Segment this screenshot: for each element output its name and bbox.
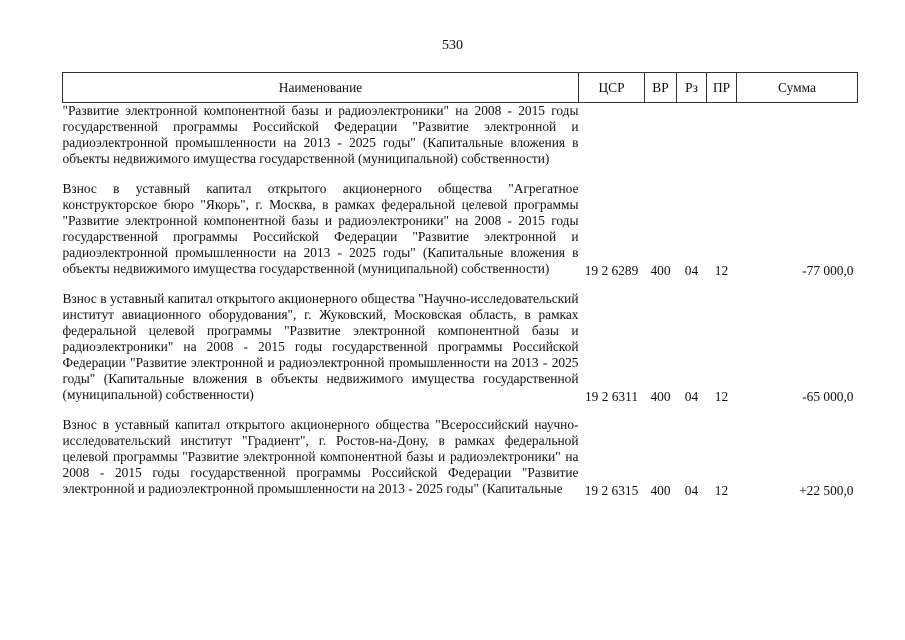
row-spacer bbox=[63, 405, 858, 417]
row-rz bbox=[677, 103, 707, 170]
row-name: "Развитие электронной компонентной базы и радиоэлектроники" на 2008 - 2015 годы государственной программы Российской Федерации "Развитие электронной и радиоэлектронной промышленности на 2013 - 2025 годы" (Капитальные вложения в объекты недвижимого имущества государственной (муниципальной) собственности) bbox=[62, 103, 579, 166]
row-sum: +22 500,0 bbox=[799, 483, 854, 498]
row-csr bbox=[579, 103, 645, 170]
row-rz: 04 bbox=[684, 263, 699, 278]
row-spacer bbox=[63, 169, 858, 181]
row-vr: 400 bbox=[650, 263, 671, 278]
row-name: Взнос в уставный капитал открытого акционерного общества "Научно-исследовательский институт авиационного оборудования", г. Жуковский, Московская область, в рамках федеральной целевой программы "Развитие электронной компонентной базы и радиоэлектроники" на 2008 - 2015 годы государственной программы Российской Федерации "Развитие электронной и радиоэлектронной промышленности на 2013 - 2025 годы" (Капитальные вложения в объекты недвижимого имущества государственной (муниципальной) собственности) bbox=[62, 291, 579, 402]
row-name: Взнос в уставный капитал открытого акционерного общества "Агрегатное конструкторское бюро "Якорь", г. Москва, в рамках федеральной целевой программы "Развитие электронной компонентной базы и радиоэлектроники" на 2008 - 2015 годы государственной программы Российской Федерации "Развитие электронной и радиоэлектронной промышленности на 2013 - 2025 годы" (Капитальные вложения в объекты недвижимого имущества государственной (муниципальной) собственности) bbox=[62, 181, 579, 276]
table-row bbox=[63, 181, 858, 279]
header-rz: Рз bbox=[677, 73, 707, 103]
row-pr: 12 bbox=[714, 483, 729, 498]
row-sum: -77 000,0 bbox=[802, 263, 854, 278]
header-sum: Сумма bbox=[737, 73, 858, 103]
row-vr: 400 bbox=[650, 483, 671, 498]
header-name: Наименование bbox=[63, 73, 579, 103]
header-vr: ВР bbox=[645, 73, 677, 103]
row-sum: -65 000,0 bbox=[802, 389, 854, 404]
header-pr: ПР bbox=[707, 73, 737, 103]
page-number: 530 bbox=[442, 38, 463, 53]
row-pr: 12 bbox=[714, 389, 729, 404]
table-row bbox=[63, 417, 858, 499]
row-rz: 04 bbox=[684, 389, 699, 404]
row-spacer bbox=[63, 279, 858, 291]
header-csr: ЦСР bbox=[579, 73, 645, 103]
table-row bbox=[63, 103, 858, 170]
row-sum bbox=[737, 103, 858, 170]
table-row bbox=[63, 291, 858, 405]
budget-table bbox=[62, 72, 858, 499]
row-pr bbox=[707, 103, 737, 170]
row-pr: 12 bbox=[714, 263, 729, 278]
row-name: Взнос в уставный капитал открытого акционерного общества "Всероссийский научно-исследовательский институт "Градиент", г. Ростов-на-Дону, в рамках федеральной целевой программы "Развитие электронной компонентной базы и радиоэлектроники" на 2008 - 2015 годы государственной программы Российской Федерации "Развитие электронной и радиоэлектронной промышленности на 2013 - 2025 годы" (Капитальные bbox=[62, 417, 579, 496]
row-csr: 19 2 6311 bbox=[584, 389, 639, 404]
row-csr: 19 2 6289 bbox=[584, 263, 639, 278]
row-csr: 19 2 6315 bbox=[584, 483, 639, 498]
row-rz: 04 bbox=[684, 483, 699, 498]
table-header bbox=[63, 73, 858, 103]
row-vr: 400 bbox=[650, 389, 671, 404]
row-vr bbox=[645, 103, 677, 170]
